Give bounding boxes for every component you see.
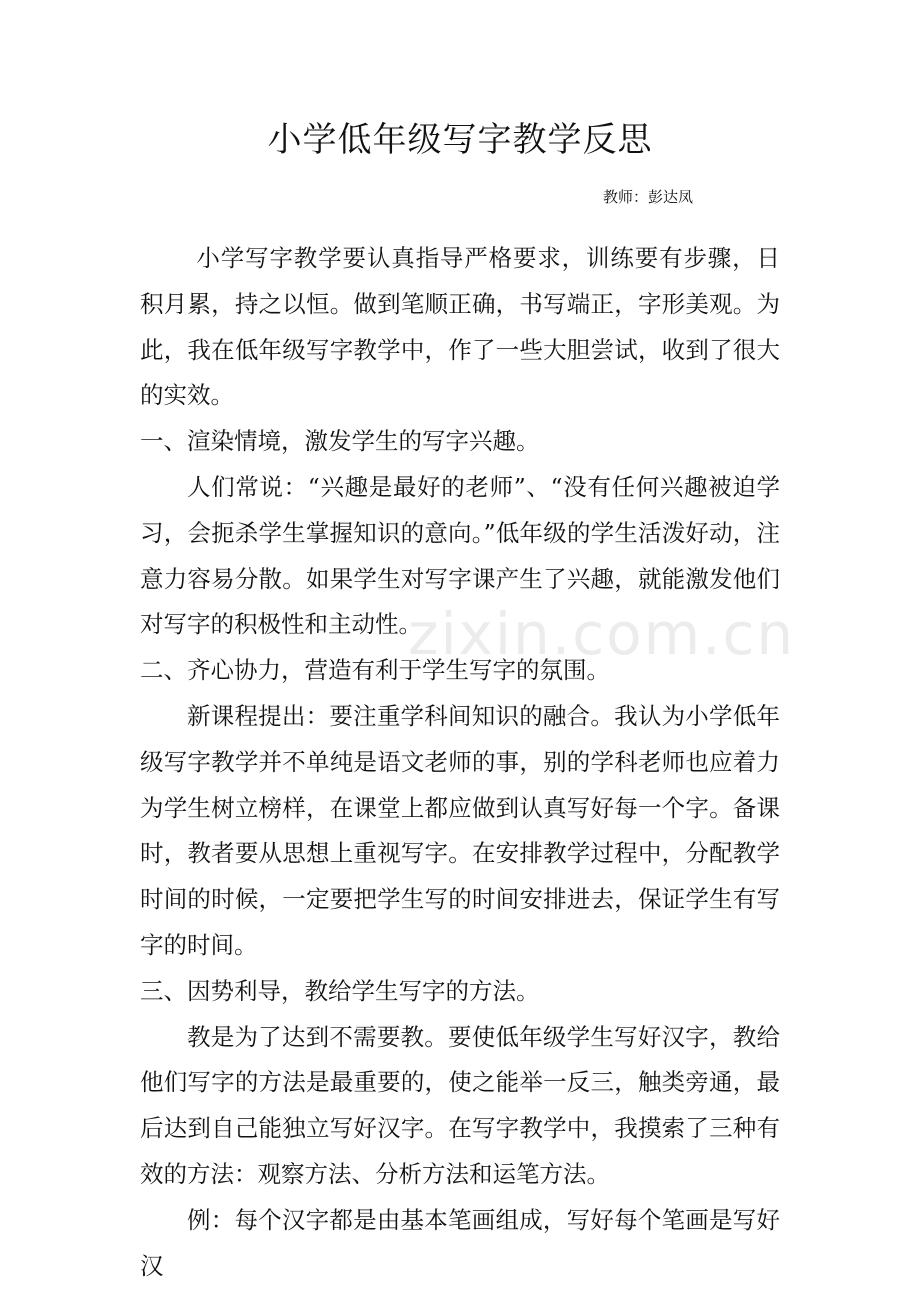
author-line: 教师：彭达凤: [603, 188, 694, 206]
paragraph-interest: 人们常说：“兴趣是最好的老师”、“没有任何兴趣被迫学习，会扼杀学生掌握知识的意向。”低年级的学生活泼好动，注意力容易分散。如果学生对写字课产生了兴趣，就能激发他们对写字的积极性和主动性。: [140, 472, 780, 639]
document-title: 小学低年级写字教学反思: [267, 120, 653, 160]
section-heading-2: 二、齐心协力，营造有利于学生写字的氛围。: [140, 656, 610, 685]
paragraph-curriculum: 新课程提出：要注重学科间知识的融合。我认为小学低年级写字教学并不单纯是语文老师的事，别的学科老师也应着力为学生树立榜样，在课堂上都应做到认真写好每一个字。备课时，教者要从思想上重视写字。在安排教学过程中，分配教学时间的时候，一定要把学生写的时间安排进去，保证学生有写字的时间。: [140, 701, 780, 959]
paragraph-intro: 小学写字教学要认真指导严格要求，训练要有步骤，日积月累，持之以恒。做到笔顺正确，书写端正，字形美观。为此，我在低年级写字教学中，作了一些大胆尝试，收到了很大的实效。: [140, 244, 780, 410]
watermark: zixin.com.cn: [408, 600, 796, 668]
section-heading-3: 三、因势利导，教给学生写字的方法。: [140, 976, 540, 1005]
document-body: [140, 236, 780, 1289]
paragraph-method: 教是为了达到不需要教。要使低年级学生写好汉字，教给他们写字的方法是最重要的，使之能举一反三，触类旁通，最后达到自己能独立写好汉字。在写字教学中，我摸索了三种有效的方法：观察方法、分析方法和运笔方法。: [140, 1022, 780, 1188]
paragraph-example: 例：每个汉字都是由基本笔画组成，写好每个笔画是写好汉: [140, 1205, 780, 1280]
section-heading-1: 一、渲染情境，激发学生的写字兴趣。: [140, 427, 540, 456]
